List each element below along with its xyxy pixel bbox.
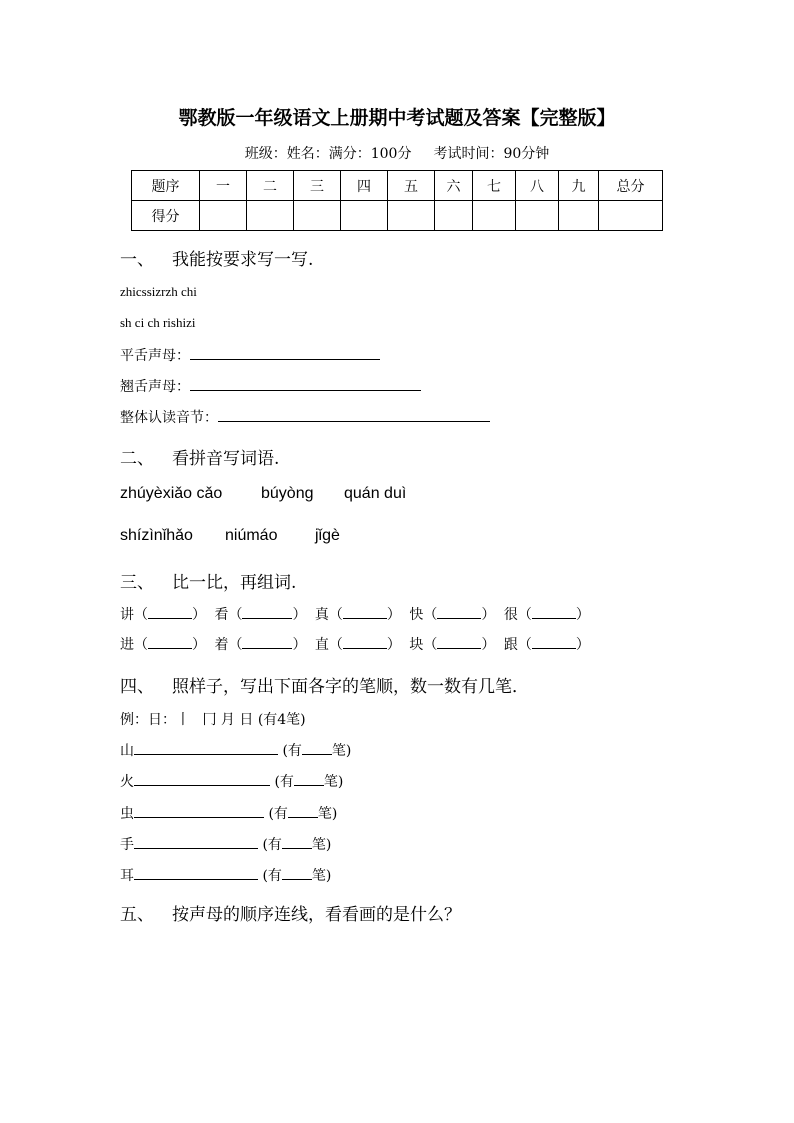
q1-retroflex-label: 翘舌声母： <box>120 379 190 395</box>
section-number: 五、 <box>120 905 154 925</box>
score-header-cell: 八 <box>516 171 559 201</box>
section-text: 比一比，再组词. <box>172 573 297 593</box>
score-header-cell: 二 <box>247 171 294 201</box>
q3-char: 进 <box>120 637 134 653</box>
q4-bi: 笔) <box>311 837 332 853</box>
answer-line[interactable] <box>218 407 490 422</box>
q4-you: (有 <box>262 837 282 853</box>
q4-char: 山 <box>120 743 134 759</box>
q3-blank[interactable] <box>532 605 576 619</box>
section-4-heading <box>120 672 529 697</box>
score-header-cell: 四 <box>341 171 388 201</box>
q3-blank[interactable] <box>242 635 292 649</box>
q1-whole-syllable-label: 整体认读音节： <box>120 410 218 426</box>
q3-row-2: 进（ ） 着（ ） 直（ ） 块（ ） 跟（ ） <box>120 637 590 653</box>
score-header-cell: 一 <box>200 171 247 201</box>
q1-whole-syllable-row <box>120 407 490 427</box>
q1-retroflex-row <box>120 376 421 396</box>
stroke-order-line[interactable] <box>134 865 258 880</box>
exam-info-right: 考试时间：90分钟 <box>433 146 550 162</box>
section-number: 二、 <box>120 449 154 469</box>
score-cell[interactable] <box>294 201 341 231</box>
score-table <box>131 170 663 231</box>
q3-char: 跟 <box>503 637 518 653</box>
q4-row <box>120 865 331 885</box>
score-cell[interactable] <box>341 201 388 231</box>
q2-pinyin-word: niúmáo <box>225 527 278 544</box>
q4-example-prefix: 例：日：丨 <box>120 712 190 728</box>
score-cell[interactable] <box>247 201 294 231</box>
score-table-score-row <box>132 201 663 231</box>
q3-blank[interactable] <box>148 605 192 619</box>
exam-info-left: 班级：姓名：满分：100分 <box>244 146 412 162</box>
score-row-label: 得分 <box>132 201 200 231</box>
score-table-header-row <box>132 171 663 201</box>
q4-row <box>120 740 351 760</box>
q3-char: 块 <box>409 637 424 653</box>
q3-char: 讲 <box>120 607 134 623</box>
section-5-heading <box>120 900 461 925</box>
q3-blank[interactable] <box>148 635 192 649</box>
score-cell[interactable] <box>473 201 516 231</box>
score-header-cell: 总分 <box>599 171 663 201</box>
section-text: 看拼音写词语. <box>172 449 280 469</box>
q4-bi: 笔) <box>317 806 338 822</box>
q4-you: (有 <box>262 868 282 884</box>
q2-row-1 <box>120 485 406 503</box>
score-header-cell: 九 <box>559 171 599 201</box>
q3-char: 直 <box>314 637 329 653</box>
q2-pinyin-word: zhúyèxiǎo cǎo <box>120 485 223 502</box>
q4-row <box>120 834 331 854</box>
q4-char: 手 <box>120 837 134 853</box>
section-1-heading <box>120 245 313 270</box>
answer-line[interactable] <box>190 376 421 391</box>
q3-char: 看 <box>214 607 229 623</box>
score-header-cell: 六 <box>435 171 473 201</box>
score-header-cell: 五 <box>388 171 435 201</box>
q4-bi: 笔) <box>323 774 344 790</box>
q1-flat-tongue-row <box>120 345 380 365</box>
q3-row-1: 讲（ ） 看（ ） 真（ ） 快（ ） 很（ ） <box>120 607 590 623</box>
score-cell[interactable] <box>388 201 435 231</box>
q3-blank[interactable] <box>532 635 576 649</box>
score-header-cell: 题序 <box>132 171 200 201</box>
score-header-cell: 三 <box>294 171 341 201</box>
q3-char: 很 <box>503 607 518 623</box>
q3-blank[interactable] <box>437 605 481 619</box>
q4-you: (有 <box>282 743 302 759</box>
q4-you: (有 <box>274 774 294 790</box>
q4-example-steps: 冂 月 日 <box>202 712 254 728</box>
q4-example <box>120 709 306 729</box>
section-number: 三、 <box>120 573 154 593</box>
q2-pinyin-word: búyòng <box>261 485 314 502</box>
q1-pinyin-line-1: zhicssizrzh chi <box>120 284 197 299</box>
q4-char: 火 <box>120 774 134 790</box>
answer-line[interactable] <box>190 345 380 360</box>
section-text: 我能按要求写一写. <box>172 250 314 270</box>
q4-row <box>120 771 343 791</box>
stroke-count-blank[interactable] <box>282 835 312 849</box>
exam-info <box>0 143 794 163</box>
q3-blank[interactable] <box>437 635 481 649</box>
q2-pinyin-word: jǐgè <box>315 527 340 544</box>
stroke-order-line[interactable] <box>134 834 258 849</box>
section-text: 按声母的顺序连线，看看画的是什么？ <box>172 905 461 925</box>
score-cell[interactable] <box>599 201 663 231</box>
q3-char: 着 <box>214 637 229 653</box>
q1-flat-tongue-label: 平舌声母： <box>120 348 190 364</box>
q3-char: 快 <box>409 607 424 623</box>
stroke-count-blank[interactable] <box>302 741 332 755</box>
q3-blank[interactable] <box>343 635 387 649</box>
score-cell[interactable] <box>559 201 599 231</box>
stroke-order-line[interactable] <box>134 771 270 786</box>
section-number: 四、 <box>120 677 154 697</box>
section-number: 一、 <box>120 250 154 270</box>
page-title: 鄂教版一年级语文上册期中考试题及答案【完整版】 <box>178 107 616 129</box>
q4-example-count: (有4笔) <box>257 712 306 728</box>
stroke-order-line[interactable] <box>134 803 264 818</box>
stroke-order-line[interactable] <box>134 740 278 755</box>
stroke-count-blank[interactable] <box>294 772 324 786</box>
stroke-count-blank[interactable] <box>288 804 318 818</box>
section-3-heading <box>120 568 296 593</box>
q2-pinyin-word: shízìnǐhǎo <box>120 527 193 544</box>
q4-char: 虫 <box>120 806 134 822</box>
q3-blank[interactable] <box>343 605 387 619</box>
stroke-count-blank[interactable] <box>282 866 312 880</box>
score-cell[interactable] <box>435 201 473 231</box>
q4-bi: 笔) <box>311 868 332 884</box>
q3-char: 真 <box>314 607 329 623</box>
q4-row <box>120 803 337 823</box>
score-cell[interactable] <box>516 201 559 231</box>
q4-you: (有 <box>268 806 288 822</box>
q3-blank[interactable] <box>242 605 292 619</box>
q2-pinyin-word: quán duì <box>344 485 407 502</box>
score-header-cell: 七 <box>473 171 516 201</box>
q4-char: 耳 <box>120 868 134 884</box>
section-text: 照样子，写出下面各字的笔顺，数一数有几笔． <box>172 677 529 697</box>
q2-row-2 <box>120 527 340 545</box>
section-2-heading <box>120 444 279 469</box>
q4-bi: 笔) <box>331 743 352 759</box>
q1-pinyin-line-2: sh ci ch rishizi <box>120 315 196 330</box>
score-cell[interactable] <box>200 201 247 231</box>
